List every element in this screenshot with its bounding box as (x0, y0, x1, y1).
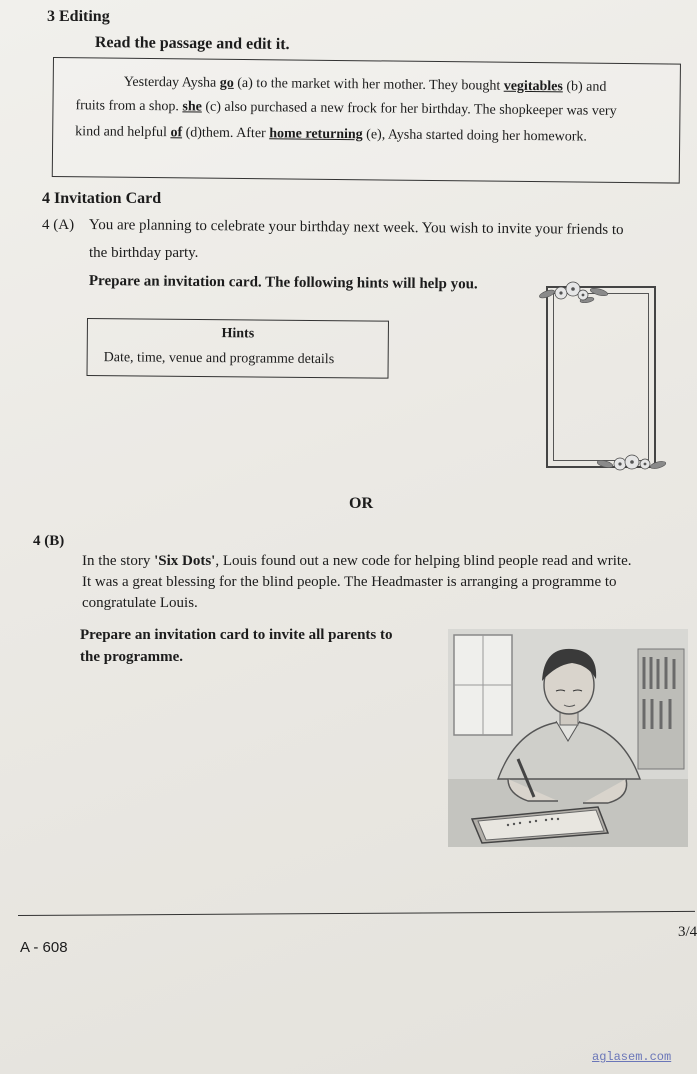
q4b-text-line-3: congratulate Louis. (82, 595, 198, 611)
q4a-text-line-1: You are planning to celebrate your birthday next week. You wish to invite your friends to (88, 217, 624, 239)
q4-heading: 4 Invitation Card (42, 190, 162, 207)
flower-decoration-top-icon (537, 280, 611, 308)
error-c: she (182, 99, 202, 115)
passage-line-3: kind and helpful of (d)them. After home returning (e), Aysha started doing her homework. (75, 124, 587, 145)
hints-box (86, 318, 388, 379)
error-b: vegitables (503, 78, 563, 95)
error-d: of (170, 125, 183, 141)
q4b-text-line-2: It was a great blessing for the blind people. The Headmaster is arranging a programme to (82, 574, 617, 590)
q4a-text-line-2: the birthday party. (89, 245, 199, 261)
q4b-instruction-line-1: Prepare an invitation card to invite all parents to (80, 627, 393, 643)
flower-decoration-bottom-icon (596, 450, 668, 478)
watermark: aglasem.com (592, 1050, 672, 1064)
boy-reading-braille-illustration (448, 629, 688, 847)
passage-line-1: Yesterday Aysha go (a) to the market with her mother. They bought vegitables (b) and (123, 74, 607, 95)
q4b-instruction-line-2: the programme. (80, 649, 184, 665)
q4b-label: 4 (B) (33, 533, 65, 549)
q4b-text-line-1: In the story 'Six Dots', Louis found out a new code for helping blind people read and write. (82, 553, 632, 569)
error-e: home returning (269, 126, 363, 143)
passage-line-2: fruits from a shop. she (c) also purchased a new frock for her birthday. The shopkeeper was very (75, 98, 617, 119)
page-number: 3/4 (678, 924, 697, 940)
boy-reading-icon (448, 629, 688, 847)
hints-text: Date, time, venue and programme details (103, 350, 335, 368)
paper-code: A - 608 (20, 939, 68, 956)
q3-heading: 3 Editing (47, 8, 110, 25)
q3-instruction: Read the passage and edit it. (94, 34, 290, 54)
q4a-label: 4 (A) (42, 217, 75, 233)
or-separator: OR (349, 495, 373, 512)
editing-passage-box (52, 57, 681, 184)
q4a-instruction: Prepare an invitation card. The following hints will help you. (88, 273, 478, 293)
hints-title: Hints (221, 326, 255, 342)
error-a: go (219, 75, 234, 91)
card-frame-inner (553, 293, 649, 461)
story-title: 'Six Dots' (154, 553, 216, 569)
footer-rule (18, 911, 695, 916)
